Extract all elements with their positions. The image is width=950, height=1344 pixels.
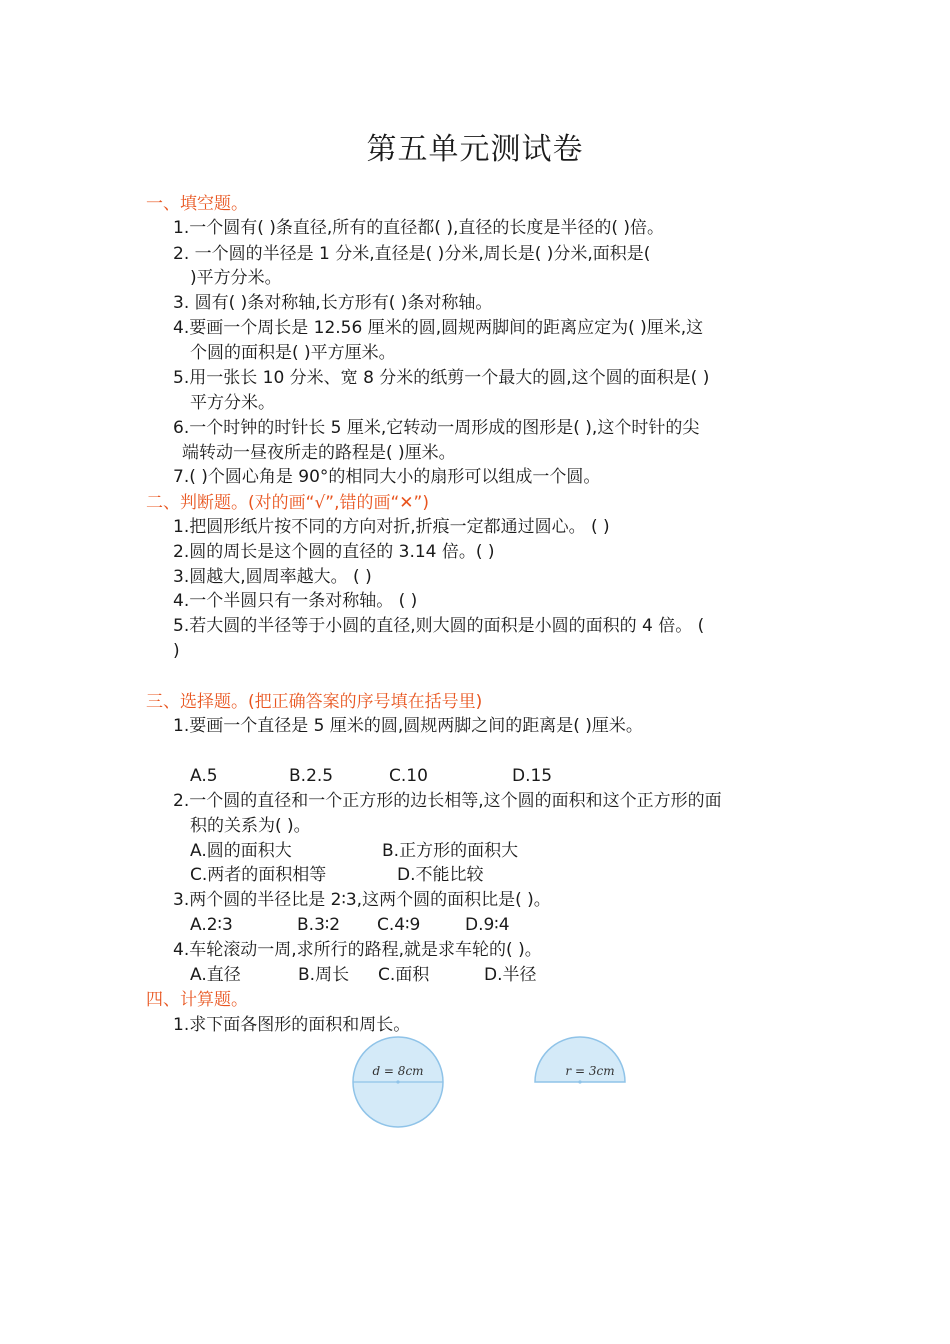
radius-label: r = 3cm	[565, 1064, 615, 1078]
choice-question-1: 1.要画一个直径是 5 厘米的圆,圆规两脚之间的距离是( )厘米。	[173, 716, 643, 736]
fill-question-7: 7.( )个圆心角是 90°的相同大小的扇形可以组成一个圆。	[173, 467, 601, 487]
section-heading-calc: 四、计算题。	[146, 990, 248, 1010]
diameter-label: d = 8cm	[372, 1064, 424, 1078]
choice-2-option-c: C.两者的面积相等	[190, 865, 327, 885]
judge-question-4: 4.一个半圆只有一条对称轴。 ( )	[173, 591, 418, 611]
choice-4-option-c: C.面积	[378, 965, 430, 985]
choice-question-2-cont: 积的关系为( )。	[190, 816, 311, 836]
fill-question-2-cont: )平方分米。	[190, 268, 282, 288]
fill-question-6: 6.一个时钟的时针长 5 厘米,它转动一周形成的图形是( ),这个时针的尖	[173, 418, 700, 438]
fill-question-6-cont: 端转动一昼夜所走的路程是( )厘米。	[182, 443, 456, 463]
calc-question-1: 1.求下面各图形的面积和周长。	[173, 1015, 411, 1035]
choice-question-2: 2.一个圆的直径和一个正方形的边长相等,这个圆的面积和这个正方形的面	[173, 791, 722, 811]
choice-2-option-b: B.正方形的面积大	[382, 841, 519, 861]
choice-3-option-d: D.9∶4	[465, 915, 510, 935]
judge-question-5: 5.若大圆的半径等于小圆的直径,则大圆的面积是小圆的面积的 4 倍。 (	[173, 616, 705, 636]
choice-3-option-b: B.3∶2	[297, 915, 341, 935]
section-heading-judge: 二、判断题。(对的画“√”,错的画“✕”)	[146, 493, 429, 513]
choice-3-option-c: C.4∶9	[377, 915, 421, 935]
fill-question-3: 3. 圆有( )条对称轴,长方形有( )条对称轴。	[173, 293, 493, 313]
choice-question-4: 4.车轮滚动一周,求所行的路程,就是求车轮的( )。	[173, 940, 542, 960]
judge-question-5-cont: )	[173, 641, 180, 661]
choice-4-option-d: D.半径	[484, 965, 537, 985]
choice-1-option-b: B.2.5	[289, 766, 334, 786]
circle-figure	[350, 1036, 446, 1130]
choice-2-option-d: D.不能比较	[397, 865, 484, 885]
fill-question-4-cont: 个圆的面积是( )平方厘米。	[190, 343, 396, 363]
choice-1-option-d: D.15	[512, 766, 553, 786]
judge-question-2: 2.圆的周长是这个圆的直径的 3.14 倍。( )	[173, 542, 495, 562]
page-title: 第五单元测试卷	[366, 132, 584, 167]
semicircle-figure	[532, 1036, 628, 1086]
section-heading-choice: 三、选择题。(把正确答案的序号填在括号里)	[146, 692, 483, 712]
fill-question-5-cont: 平方分米。	[190, 393, 275, 413]
judge-question-3: 3.圆越大,圆周率越大。 ( )	[173, 567, 372, 587]
judge-question-1: 1.把圆形纸片按不同的方向对折,折痕一定都通过圆心。 ( )	[173, 517, 610, 537]
choice-1-option-a: A.5	[190, 766, 218, 786]
section-heading-fill: 一、填空题。	[146, 194, 248, 214]
fill-question-5: 5.用一张长 10 分米、宽 8 分米的纸剪一个最大的圆,这个圆的面积是( )	[173, 368, 710, 388]
circle-center-dot	[396, 1080, 399, 1083]
choice-1-option-c: C.10	[389, 766, 428, 786]
choice-4-option-b: B.周长	[298, 965, 350, 985]
semicircle-center-dot	[578, 1080, 581, 1083]
fill-question-2: 2. 一个圆的半径是 1 分米,直径是( )分米,周长是( )分米,面积是(	[173, 244, 651, 264]
fill-question-4: 4.要画一个周长是 12.56 厘米的圆,圆规两脚间的距离应定为( )厘米,这	[173, 318, 704, 338]
choice-3-option-a: A.2∶3	[190, 915, 233, 935]
choice-2-option-a: A.圆的面积大	[190, 841, 292, 861]
choice-question-3: 3.两个圆的半径比是 2∶3,这两个圆的面积比是( )。	[173, 890, 551, 910]
choice-4-option-a: A.直径	[190, 965, 241, 985]
fill-question-1: 1.一个圆有( )条直径,所有的直径都( ),直径的长度是半径的( )倍。	[173, 218, 665, 238]
